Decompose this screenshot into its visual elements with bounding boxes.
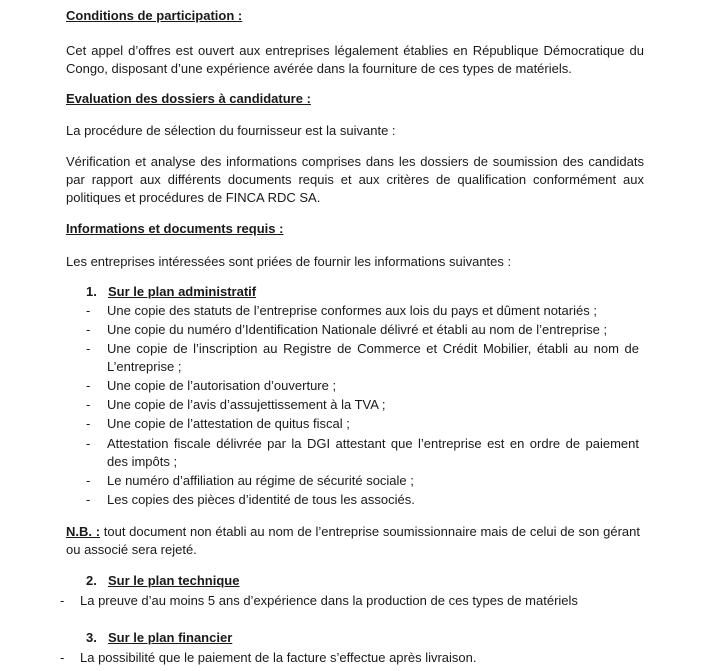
administratif-heading	[86, 283, 256, 301]
technique-item: La preuve d’au moins 5 ans d’expérience dans la production de ces types de matériels	[80, 593, 578, 608]
admin-item: Une copie des statuts de l’entreprise conformes aux lois du pays et dûment notariés ;	[107, 303, 597, 318]
evaluation-intro: La procédure de sélection du fournisseur est la suivante :	[66, 123, 396, 138]
admin-item: Les copies des pièces d’identité de tous les associés.	[107, 492, 415, 507]
financier-item: La possibilité que le paiement de la facture s’effectue après livraison.	[80, 650, 477, 665]
technique-heading	[86, 572, 239, 590]
technique-number: 2.	[86, 573, 97, 588]
nb-paragraph	[66, 523, 640, 559]
admin-item: Une copie de l’autorisation d’ouverture ;	[107, 378, 337, 393]
informations-intro: Les entreprises intéressées sont priées de fournir les informations suivantes :	[66, 254, 512, 269]
evaluation-paragraph: Vérification et analyse des informations comprises dans les dossiers de soumission des candidats par rapport aux différents documents requis et aux critères de qualification conformément aux politiques et procédures de FINCA RDC SA.	[66, 154, 644, 205]
conditions-paragraph: Cet appel d’offres est ouvert aux entreprises légalement établies en République Démocratique du Congo, disposant d’une expérience avérée dans la fourniture de ces types de matériels.	[66, 43, 644, 76]
admin-item: Une copie de l’inscription au Registre de Commerce et Crédit Mobilier, établi au nom de L’entreprise ;	[107, 341, 639, 374]
technique-title: Sur le plan technique	[108, 573, 240, 588]
evaluation-heading: Evaluation des dossiers à candidature :	[66, 91, 311, 106]
admin-item: Une copie de l’attestation de quitus fiscal ;	[107, 416, 350, 431]
admin-item: Une copie de l’avis d’assujettissement à la TVA ;	[107, 397, 386, 412]
bullet-dash: -	[60, 593, 65, 608]
document-page: Conditions de participation : Cet appel d’offres est ouvert aux entreprises légalement établies en République Démocratique du Congo, disposant d’une expérience avérée dans la fourniture de ces types de matériels. Evaluation des dossiers à candidature : La procédure de sélection du fournisseur est la suivante : Vérification et analyse des informations comprises dans les dossiers de soumission des candidats par rapport aux différents documents requis et aux critères de qualification conformément aux politiques et procédures de FINCA RDC SA. Informations et documents requis : Les entreprises intéressées sont priées de fournir les informations suivantes : 1. Sur le plan administratif - Une copie des statuts de l’entreprise conformes aux lois du pays et dûment notariés ; - Une copie du numéro d’Identification Nationale délivré et établi au nom de l’entreprise ; - Une copie de l’inscription au Registre de Commerce et Crédit Mobilier, établi au nom de L’entreprise ; - Une copie de l’autorisation d’ouverture ; - Une copie de l’avis d’assujettissement à la TVA ; - Une copie de l’attestation de quitus fiscal ; - Attestation fiscale délivrée par la DGI attestant que l’entreprise est en ordre de paiement des impôts ; - Le numéro d’affiliation au régime de sécurité sociale ; - Les copies des pièces d’identité de tous les associés. N.B. : tout document non établi au nom de l’entreprise soumissionnaire mais de celui de son gérant ou associé sera rejeté. 2. Sur le plan technique - La preuve d’au moins 5 ans d’expérience dans la production de ces types de matériels 3. Sur le plan financier - La possibilité que le paiement de la facture s’effectue après livraison.	[60, 8, 644, 665]
nb-text: tout document non établi au nom de l’entreprise soumissionnaire mais de celui de son gérant ou associé sera rejeté.	[66, 524, 640, 557]
admin-item: Attestation fiscale délivrée par la DGI attestant que l’entreprise est en ordre de paiement des impôts ;	[107, 436, 639, 469]
financier-title: Sur le plan financier	[108, 630, 233, 645]
financier-number: 3.	[86, 630, 97, 645]
bullet-dash: -	[60, 650, 65, 665]
informations-heading: Informations et documents requis :	[66, 221, 284, 236]
administratif-title: Sur le plan administratif	[108, 284, 257, 299]
admin-item: Le numéro d’affiliation au régime de sécurité sociale ;	[107, 473, 414, 488]
admin-item: Une copie du numéro d’Identification Nationale délivré et établi au nom de l’entreprise ;	[107, 322, 608, 337]
conditions-heading: Conditions de participation :	[66, 8, 243, 23]
administratif-number: 1.	[86, 284, 97, 299]
financier-heading	[86, 629, 232, 647]
nb-label: N.B. :	[66, 524, 101, 539]
